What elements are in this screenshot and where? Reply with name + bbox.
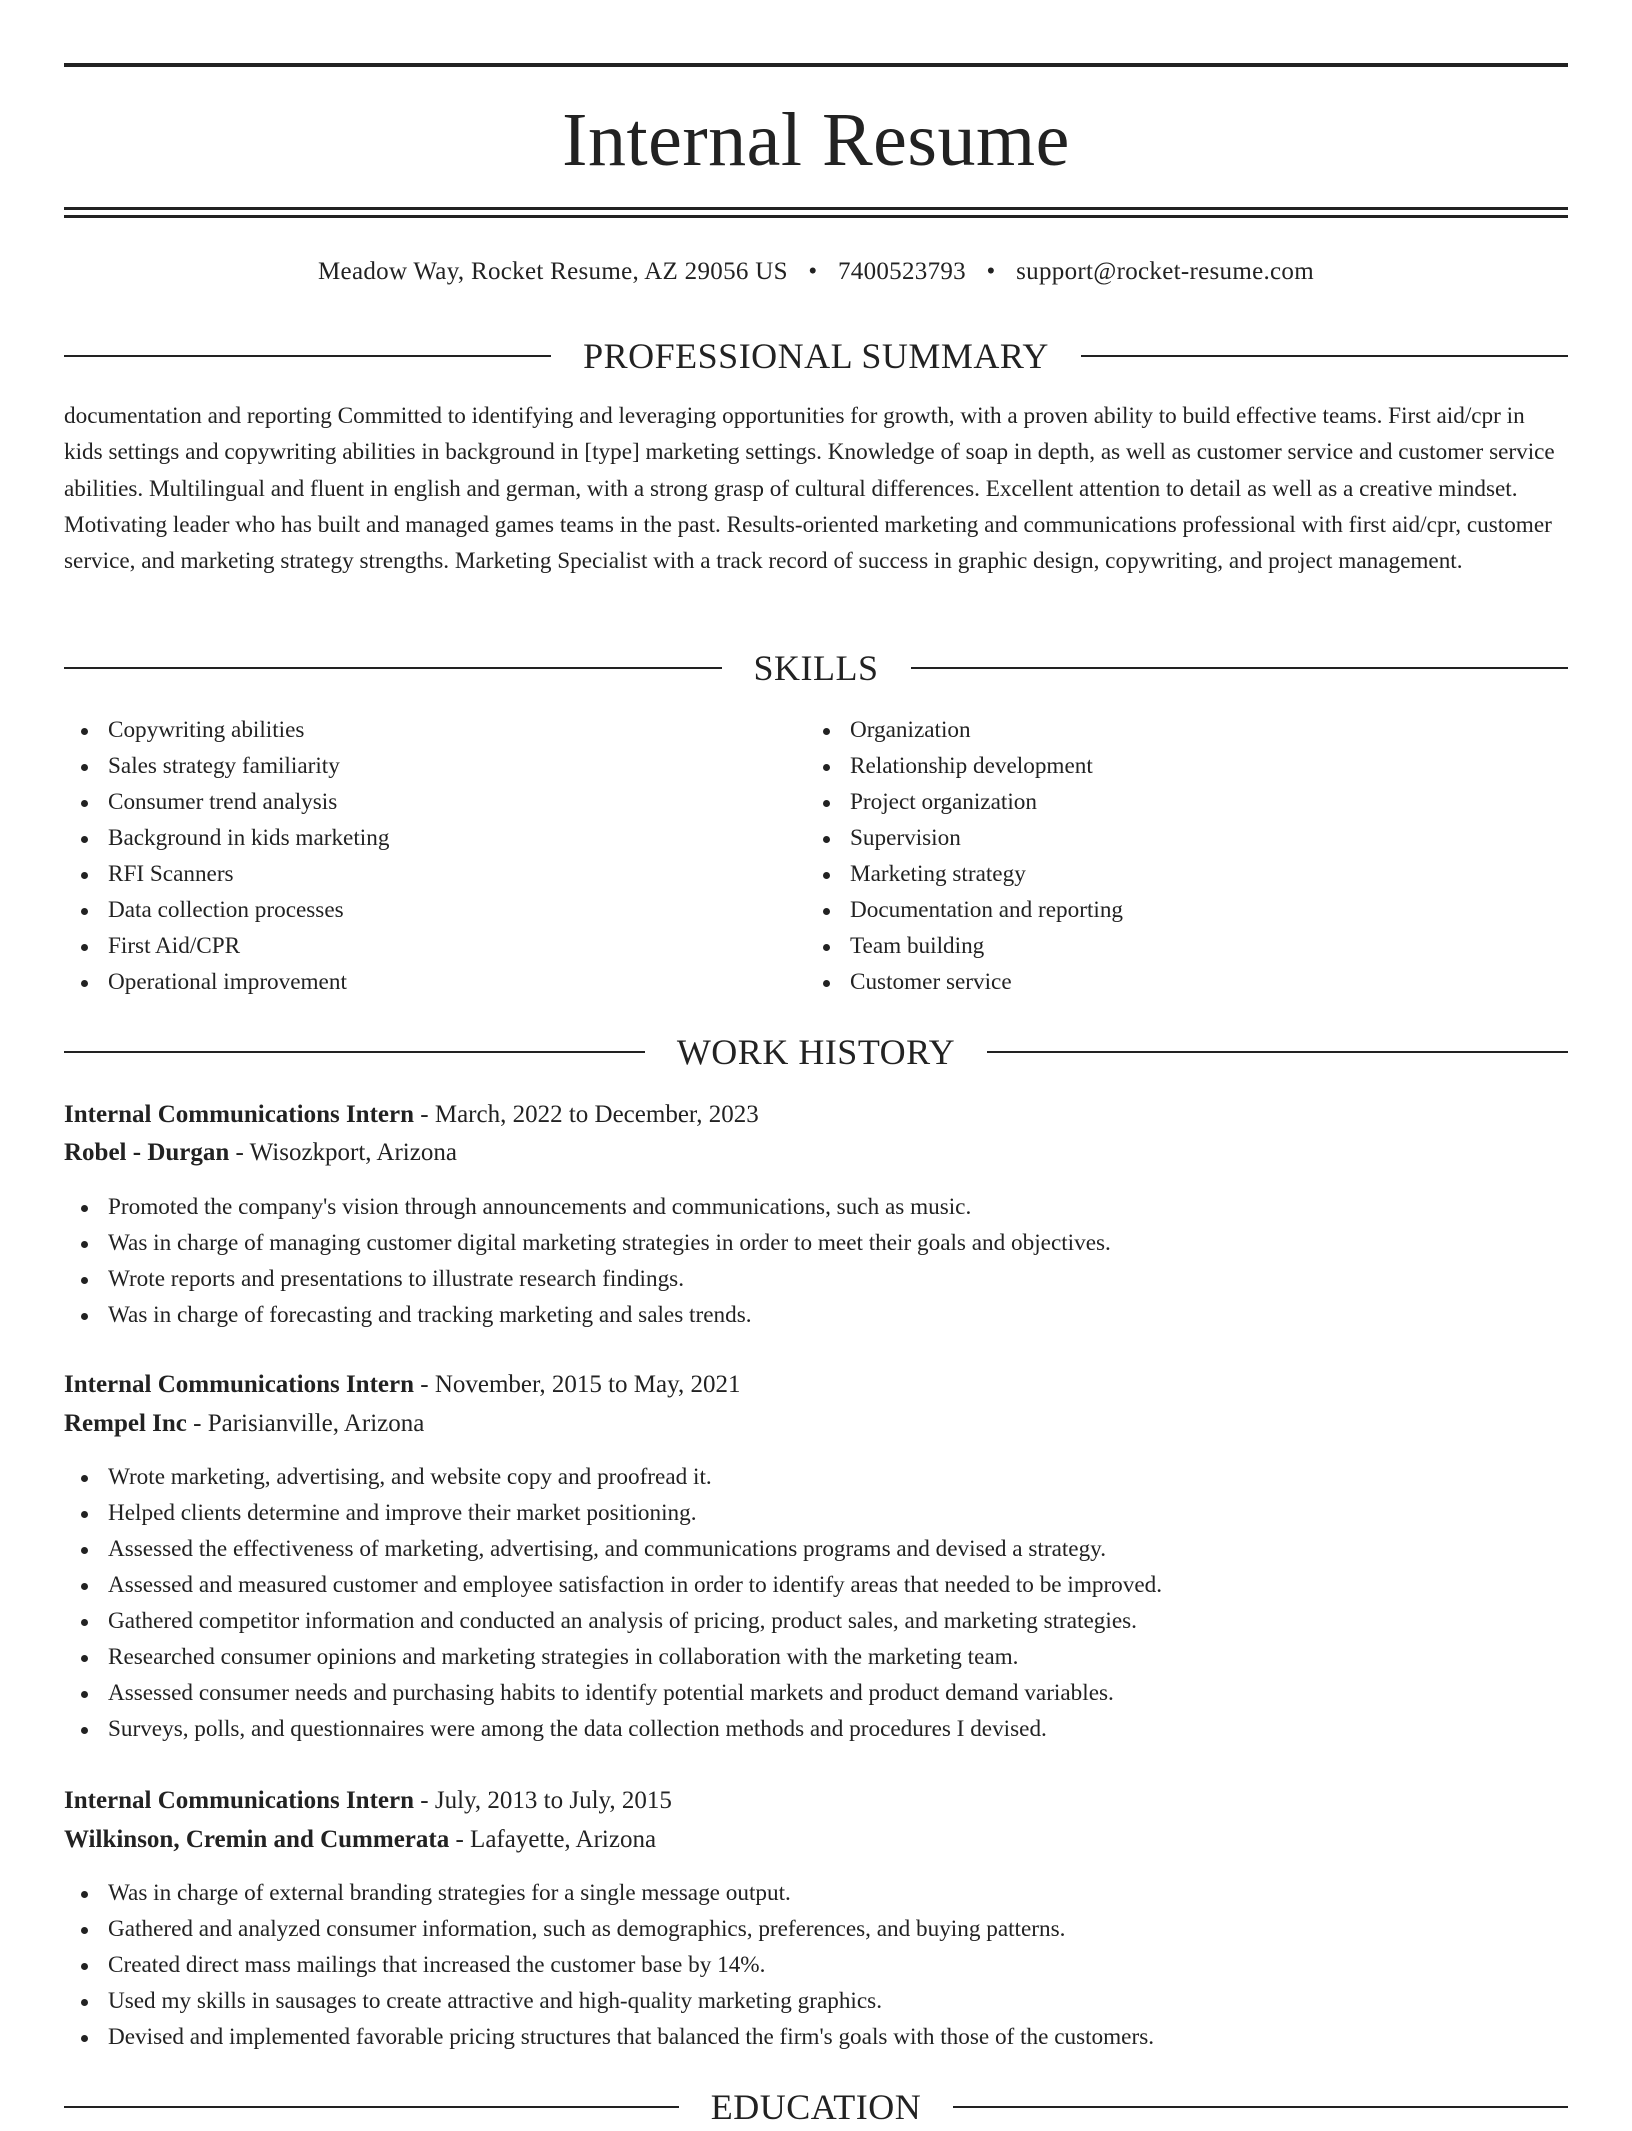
- skill-item: Data collection processes: [64, 892, 764, 928]
- job-bullet: Helped clients determine and improve their market positioning.: [64, 1495, 1568, 1531]
- summary-text: documentation and reporting Committed to identifying and leveraging opportunities for growth, with a proven ability to build effective teams. First aid/cpr in kids settings and copywriting abilities in background in [type] marketing settings. Knowledge of soap in depth, as well as customer service and customer service abilities. Multilingual and fluent in english and german, with a strong grasp of cultural differences. Excellent attention to detail as well as a creative mindset. Motivating leader who has built and managed games teams in the past. Results-oriented marketing and communications professional with first aid/cpr, customer service, and marketing strategy strengths. Marketing Specialist with a track record of success in graphic design, copywriting, and project management.: [64, 403, 1555, 575]
- skills-heading-label: SKILLS: [753, 648, 879, 688]
- job-title: Internal Communications Intern: [64, 1787, 415, 1814]
- job-company-line: [64, 1822, 656, 1858]
- job-bullet: Assessed and measured customer and employee satisfaction in order to identify areas that needed to be improved.: [64, 1567, 1568, 1603]
- job-bullet: Was in charge of external branding strategies for a single message output.: [64, 1875, 1568, 1911]
- job-bullets: [64, 1459, 1568, 1747]
- skill-item: Supervision: [806, 820, 1506, 856]
- education-heading-label: EDUCATION: [710, 2087, 922, 2127]
- heading-rule: [64, 2106, 679, 2108]
- job-title: Internal Communications Intern: [64, 1371, 415, 1398]
- job-company: Robel - Durgan: [64, 1139, 230, 1166]
- title-rule-lower: [64, 215, 1568, 218]
- job-bullet: Was in charge of managing customer digital marketing strategies in order to meet their goals and objectives.: [64, 1225, 1568, 1261]
- job-bullet: Surveys, polls, and questionnaires were among the data collection methods and procedures I devised.: [64, 1711, 1568, 1747]
- heading-rule: [953, 2106, 1568, 2108]
- summary-heading-label: PROFESSIONAL SUMMARY: [583, 336, 1049, 376]
- skill-item: Team building: [806, 928, 1506, 964]
- heading-rule: [987, 1051, 1568, 1053]
- job-location: - Wisozkport, Arizona: [229, 1139, 457, 1166]
- contact-separator: •: [808, 258, 818, 285]
- skills-list-right: [806, 712, 1506, 1000]
- job-dates: - July, 2013 to July, 2015: [414, 1787, 672, 1814]
- skill-item: Operational improvement: [64, 964, 764, 1000]
- skill-item: Copywriting abilities: [64, 712, 764, 748]
- skill-item: Background in kids marketing: [64, 820, 764, 856]
- job-location: - Lafayette, Arizona: [449, 1826, 657, 1853]
- job-bullet: Gathered and analyzed consumer information, such as demographics, preferences, and buying patterns.: [64, 1911, 1568, 1947]
- work-section-heading: [64, 1028, 1568, 1076]
- job-company: Wilkinson, Cremin and Cummerata: [64, 1826, 450, 1853]
- skill-item: Consumer trend analysis: [64, 784, 764, 820]
- job-title-line: [64, 1783, 672, 1819]
- skill-item: Sales strategy familiarity: [64, 748, 764, 784]
- job-title-line: [64, 1367, 741, 1403]
- contact-email: support@rocket-resume.com: [1016, 258, 1314, 285]
- job-company-line: [64, 1406, 424, 1442]
- top-rule: [64, 63, 1568, 67]
- heading-rule: [1081, 355, 1568, 357]
- heading-rule: [64, 1051, 645, 1053]
- title-rule-upper: [64, 207, 1568, 210]
- heading-rule: [911, 667, 1569, 669]
- job-title: Internal Communications Intern: [64, 1101, 415, 1128]
- skill-item: Documentation and reporting: [806, 892, 1506, 928]
- skills-section-heading: [64, 644, 1568, 692]
- job-company-line: [64, 1135, 457, 1171]
- heading-rule: [64, 355, 551, 357]
- skill-item: Marketing strategy: [806, 856, 1506, 892]
- contact-line: [64, 254, 1568, 290]
- skill-item: First Aid/CPR: [64, 928, 764, 964]
- education-section-heading: [64, 2083, 1568, 2131]
- skill-item: Organization: [806, 712, 1506, 748]
- job-bullet: Assessed the effectiveness of marketing, advertising, and communications programs and devised a strategy.: [64, 1531, 1568, 1567]
- contact-phone: 7400523793: [837, 258, 966, 285]
- heading-rule: [64, 667, 722, 669]
- job-bullet: Researched consumer opinions and marketing strategies in collaboration with the marketing team.: [64, 1639, 1568, 1675]
- summary-section-heading: [64, 332, 1568, 380]
- job-bullet: Gathered competitor information and conducted an analysis of pricing, product sales, and marketing strategies.: [64, 1603, 1568, 1639]
- skill-item: Relationship development: [806, 748, 1506, 784]
- job-bullet: Was in charge of forecasting and tracking marketing and sales trends.: [64, 1297, 1568, 1333]
- job-bullets: [64, 1189, 1568, 1333]
- job-title-line: [64, 1097, 759, 1133]
- job-location: - Parisianville, Arizona: [186, 1410, 425, 1437]
- job-bullet: Devised and implemented favorable pricing structures that balanced the firm's goals with those of the customers.: [64, 2019, 1568, 2055]
- skill-item: Customer service: [806, 964, 1506, 1000]
- job-bullet: Wrote reports and presentations to illustrate research findings.: [64, 1261, 1568, 1297]
- job-company: Rempel Inc: [64, 1410, 187, 1437]
- job-bullet: Promoted the company's vision through announcements and communications, such as music.: [64, 1189, 1568, 1225]
- job-dates: - November, 2015 to May, 2021: [414, 1371, 741, 1398]
- skill-item: Project organization: [806, 784, 1506, 820]
- contact-address: Meadow Way, Rocket Resume, AZ 29056 US: [318, 258, 788, 285]
- job-dates: - March, 2022 to December, 2023: [414, 1101, 759, 1128]
- skills-list-left: [64, 712, 764, 1000]
- job-bullet: Used my skills in sausages to create attractive and high-quality marketing graphics.: [64, 1983, 1568, 2019]
- job-bullet: Created direct mass mailings that increased the customer base by 14%.: [64, 1947, 1568, 1983]
- skill-item: RFI Scanners: [64, 856, 764, 892]
- contact-separator: •: [986, 258, 996, 285]
- job-bullet: Wrote marketing, advertising, and website copy and proofread it.: [64, 1459, 1568, 1495]
- work-heading-label: WORK HISTORY: [676, 1032, 956, 1072]
- job-bullets: [64, 1875, 1568, 2055]
- resume-title: Internal Resume: [562, 98, 1070, 182]
- job-bullet: Assessed consumer needs and purchasing habits to identify potential markets and product demand variables.: [64, 1675, 1568, 1711]
